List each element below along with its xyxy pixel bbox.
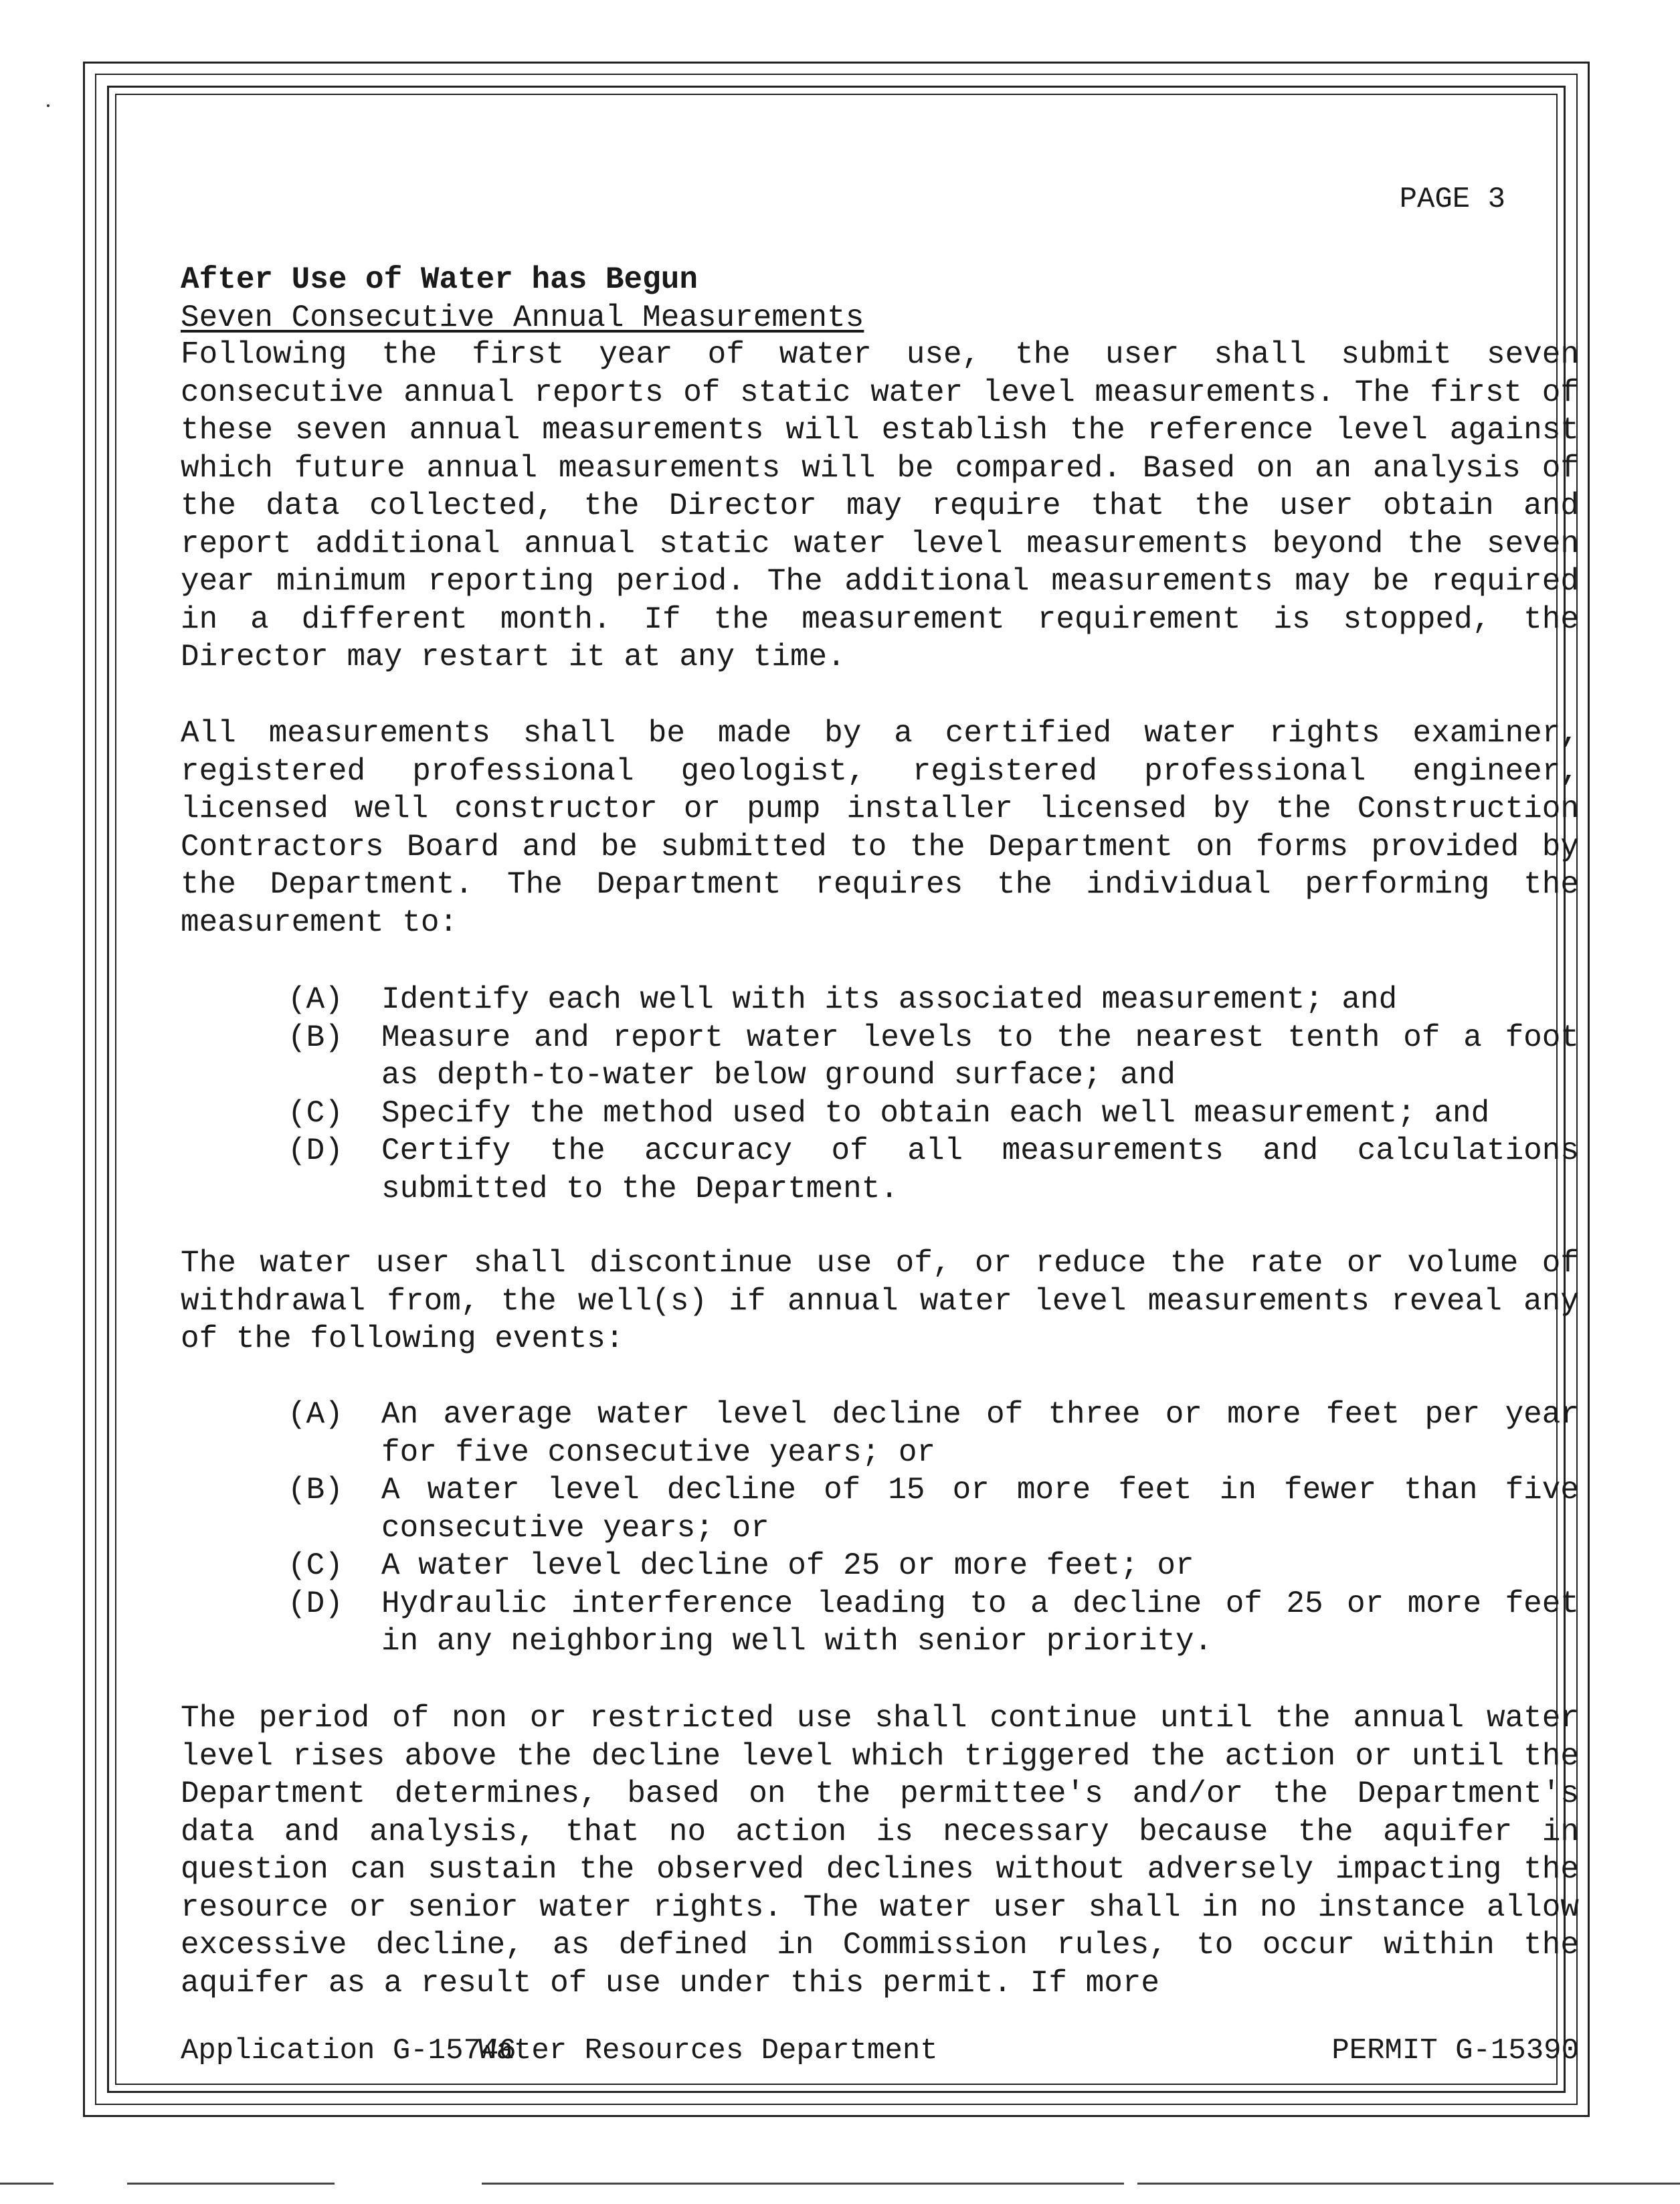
footer-permit-number: PERMIT G-15390 xyxy=(1331,2034,1579,2068)
list-text: Measure and report water levels to the nearest tenth of a foot as depth-to-water below ground surface; and xyxy=(381,1020,1579,1093)
footer-department: Water Resources Department xyxy=(478,2034,938,2068)
footer-application-number: Application G-15746 xyxy=(181,2034,517,2068)
list-marker: (A) xyxy=(288,982,343,1017)
scan-edge-line xyxy=(0,2183,54,2185)
list-item xyxy=(288,1396,1579,1471)
list-marker: (C) xyxy=(288,1095,343,1131)
section-heading: After Use of Water has Begun xyxy=(181,262,698,297)
measurement-requirements-list xyxy=(288,981,1579,1208)
paragraph-discontinue-use: The water user shall discontinue use of, or reduce the rate or volume of withdrawal from, the well(s) if annual water level measurements reveal any of the following events: xyxy=(181,1246,1579,1356)
scan-edge-line xyxy=(1137,2183,1680,2185)
list-text: A water level decline of 15 or more feet in fewer than five consecutive years; or xyxy=(381,1473,1579,1546)
list-item xyxy=(288,981,1579,1019)
scan-edge-line xyxy=(127,2183,335,2185)
list-text: Specify the method used to obtain each well measurement; and xyxy=(381,1095,1490,1131)
list-marker: (D) xyxy=(288,1586,343,1621)
decline-events-list xyxy=(288,1396,1579,1661)
list-marker: (A) xyxy=(288,1397,343,1432)
list-marker: (B) xyxy=(288,1473,343,1507)
list-marker: (C) xyxy=(288,1548,343,1583)
list-item xyxy=(288,1095,1579,1133)
list-text: Hydraulic interference leading to a decline of 25 or more feet in any neighboring well with senior priority. xyxy=(381,1586,1579,1659)
page-footer xyxy=(181,2034,1579,2068)
stray-mark xyxy=(47,104,50,107)
list-text: Certify the accuracy of all measurements and calculations submitted to the Department. xyxy=(381,1133,1579,1206)
paragraph-who-measures: All measurements shall be made by a certified water rights examiner, registered professional geologist, registered professional engineer, licensed well constructor or pump installer licensed by the Construction Contractors Board and be submitted to the Department on forms provided by the Department. The Department requires the individual performing the measurement to: xyxy=(181,716,1579,940)
paragraph-measurements-requirement: Following the first year of water use, the user shall submit seven consecutive annual reports of static water level measurements. The first of these seven annual measurements will establish the reference level against which future annual measurements will be compared. Based on an analysis of the data collected, the Director may require that the user obtain and report additional annual static water level measurements beyond the seven year minimum reporting period. The additional measurements may be required in a different month. If the measurement requirement is stopped, the Director may restart it at any time. xyxy=(181,337,1579,674)
list-marker: (B) xyxy=(288,1020,343,1055)
scan-edge-line xyxy=(482,2183,1124,2185)
list-item xyxy=(288,1585,1579,1661)
list-text: An average water level decline of three or more feet per year for five consecutive years; or xyxy=(381,1397,1579,1470)
list-item xyxy=(288,1547,1579,1585)
section-subheading: Seven Consecutive Annual Measurements xyxy=(181,300,864,335)
list-marker: (D) xyxy=(288,1133,343,1168)
list-text: A water level decline of 25 or more feet; or xyxy=(381,1548,1194,1583)
list-text: Identify each well with its associated measurement; and xyxy=(381,982,1398,1017)
paragraph-restricted-use-period: The period of non or restricted use shall continue until the annual water level rises above the decline level which triggered the action or until the Department determines, based on the permittee's and/or the Department's data and analysis, that no action is necessary because the aquifer in question can sustain the observed declines without adversely impacting the resource or senior water rights. The water user shall in no instance allow excessive decline, as defined in Commission rules, to occur within the aquifer as a result of use under this permit. If more xyxy=(181,1701,1579,2001)
page-number: PAGE 3 xyxy=(1399,183,1505,216)
list-item xyxy=(288,1471,1579,1547)
list-item xyxy=(288,1132,1579,1208)
list-item xyxy=(288,1019,1579,1095)
